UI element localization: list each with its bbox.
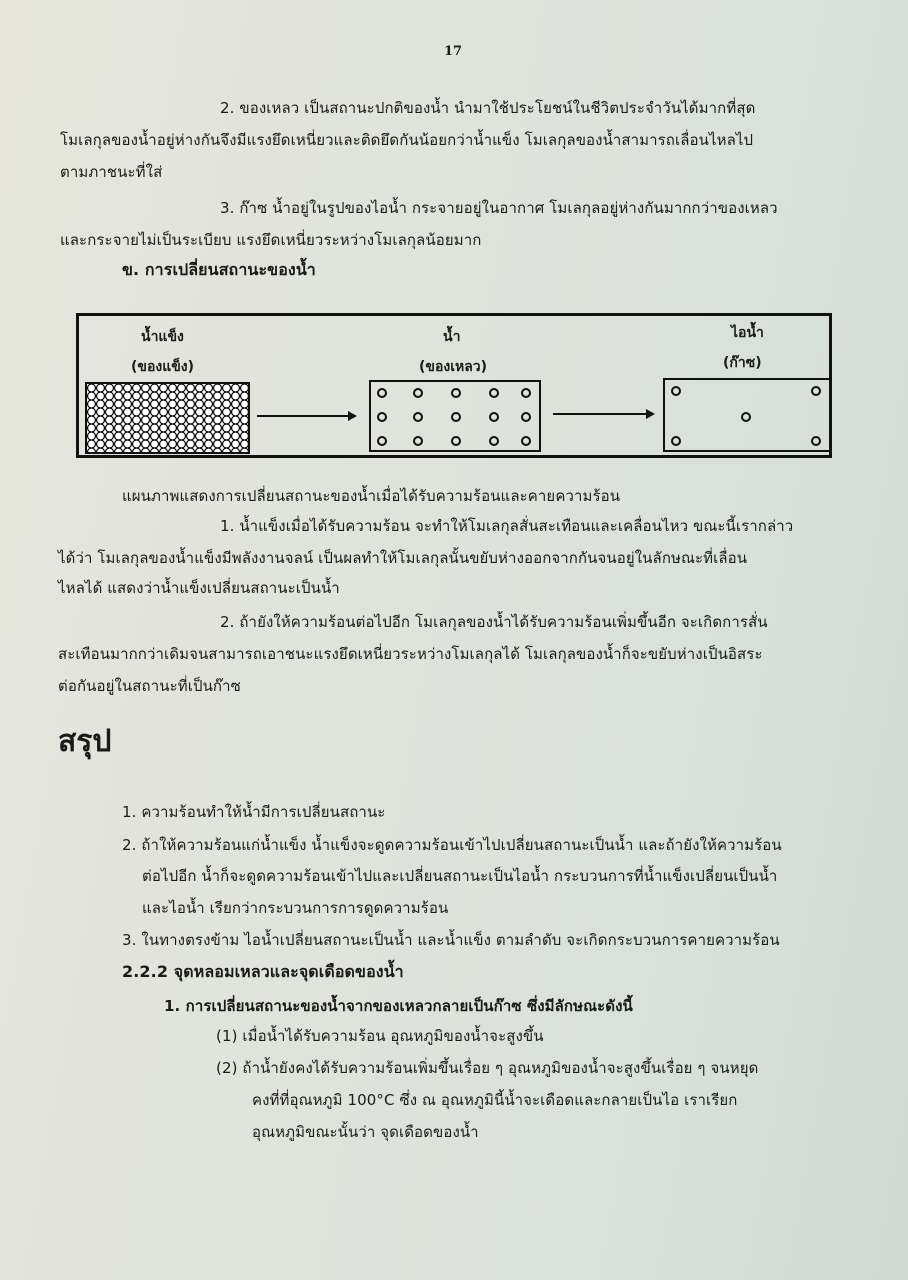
ice-sublabel: (ของแข็ง) xyxy=(131,359,195,375)
water-molecule xyxy=(521,436,531,446)
summary-item: 1. ความร้อนทำให้น้ำมีการเปลี่ยนสถานะ xyxy=(122,803,386,821)
water-molecule xyxy=(413,436,423,446)
explanation-line: 1. น้ำแข็งเมื่อได้รับความร้อน จะทำให้โมเลกุลสั่นสะเทือนและเคลื่อนไหว ขณะนี้เรากล่าว xyxy=(220,517,794,535)
page-number: 17 xyxy=(444,44,463,59)
steam-molecule xyxy=(671,386,681,396)
water-sublabel: (ของเหลว) xyxy=(419,359,488,375)
steam-sublabel: (ก๊าซ) xyxy=(723,355,762,371)
summary-item: 3. ในทางตรงข้าม ไอน้ำเปลี่ยนสถานะเป็นน้ำ และน้ำแข็ง ตามลำดับ จะเกิดกระบวนการคายความร้อน xyxy=(122,931,780,949)
explanation-line: ไหลได้ แสดงว่าน้ำแข็งเปลี่ยนสถานะเป็นน้ำ xyxy=(58,579,340,597)
steam-molecule xyxy=(671,436,681,446)
water-molecule xyxy=(413,412,423,422)
water-molecules-box xyxy=(369,380,541,452)
steam-molecule xyxy=(811,436,821,446)
explanation-line: สะเทือนมากกว่าเดิมจนสามารถเอาชนะแรงยึดเหนี่ยวระหว่างโมเลกุลได้ โมเลกุลของน้ำก็จะขยับห่างเป็นอิสระ xyxy=(58,645,763,663)
ice-molecules-box xyxy=(85,382,250,454)
diagram-caption: แผนภาพแสดงการเปลี่ยนสถานะของน้ำเมื่อได้รับความร้อนและคายความร้อน xyxy=(122,487,621,505)
water-molecule xyxy=(489,388,499,398)
state-change-heading: ข. การเปลี่ยนสถานะของน้ำ xyxy=(122,260,316,279)
liquid-paragraph-line: ตามภาชนะที่ใส่ xyxy=(60,163,163,181)
section-222-point: (2) ถ้าน้ำยังคงได้รับความร้อนเพิ่มขึ้นเรื่อย ๆ อุณหภูมิของน้ำจะสูงขึ้นเรื่อย ๆ จนหยุด xyxy=(216,1059,759,1077)
section-222-subheading: 1. การเปลี่ยนสถานะของน้ำจากของเหลวกลายเป็นก๊าซ ซึ่งมีลักษณะดังนี้ xyxy=(164,997,633,1015)
summary-title: สรุป xyxy=(58,724,112,759)
water-molecule xyxy=(451,388,461,398)
liquid-paragraph-line: 2. ของเหลว เป็นสถานะปกติของน้ำ นำมาใช้ประโยชน์ในชีวิตประจำวันได้มากที่สุด xyxy=(220,99,756,117)
water-molecule xyxy=(521,412,531,422)
gas-paragraph-line: 3. ก๊าซ น้ำอยู่ในรูปของไอน้ำ กระจายอยู่ในอากาศ โมเลกุลอยู่ห่างกันมากกว่าของเหลว xyxy=(220,199,778,217)
steam-label: ไอน้ำ xyxy=(731,325,764,341)
summary-item: 2. ถ้าให้ความร้อนแก่น้ำแข็ง น้ำแข็งจะดูดความร้อนเข้าไปเปลี่ยนสถานะเป็นน้ำ และถ้ายังให้ความร้อน xyxy=(122,836,782,854)
water-label: น้ำ xyxy=(443,329,461,345)
water-molecule xyxy=(377,388,387,398)
water-molecule xyxy=(451,436,461,446)
arrow-right-icon xyxy=(553,413,653,415)
section-222-point: อุณหภูมิขณะนั้นว่า จุดเดือดของน้ำ xyxy=(252,1123,479,1141)
water-molecule xyxy=(521,388,531,398)
arrow-right-icon xyxy=(257,415,355,417)
section-222-point: (1) เมื่อน้ำได้รับความร้อน อุณหภูมิของน้ำจะสูงขึ้น xyxy=(216,1027,544,1045)
liquid-paragraph-line: โมเลกุลของน้ำอยู่ห่างกันจึงมีแรงยึดเหนี่ยวและติดยึดกันน้อยกว่าน้ำแข็ง โมเลกุลของน้ำสามารถเลื่อนไหลไป xyxy=(60,131,754,149)
summary-item: และไอน้ำ เรียกว่ากระบวนการการดูดความร้อน xyxy=(142,899,449,917)
water-molecule xyxy=(451,412,461,422)
explanation-line: ได้ว่า โมเลกุลของน้ำแข็งมีพลังงานจลน์ เป็นผลทำให้โมเลกุลนั้นขยับห่างออกจากกันจนอยู่ในลักษณะที่เลื่อน xyxy=(58,549,748,567)
gas-paragraph-line: และกระจายไม่เป็นระเบียบ แรงยึดเหนี่ยวระหว่างโมเลกุลน้อยมาก xyxy=(60,231,482,249)
steam-molecule xyxy=(741,412,751,422)
water-molecule xyxy=(413,388,423,398)
section-222-point: คงที่ที่อุณหภูมิ 100°C ซึ่ง ณ อุณหภูมินี้น้ำจะเดือดและกลายเป็นไอ เราเรียก xyxy=(252,1091,738,1109)
state-change-diagram xyxy=(76,313,832,458)
water-molecule xyxy=(489,436,499,446)
summary-item: ต่อไปอีก น้ำก็จะดูดความร้อนเข้าไปและเปลี่ยนสถานะเป็นไอน้ำ กระบวนการที่น้ำแข็งเปลี่ยนเป็นน้ำ xyxy=(142,867,778,885)
ice-label: น้ำแข็ง xyxy=(141,329,184,345)
water-molecule xyxy=(377,436,387,446)
steam-molecules-box xyxy=(663,378,831,452)
explanation-line: ต่อกันอยู่ในสถานะที่เป็นก๊าซ xyxy=(58,677,241,695)
water-molecule xyxy=(489,412,499,422)
explanation-line: 2. ถ้ายังให้ความร้อนต่อไปอีก โมเลกุลของน้ำได้รับความร้อนเพิ่มขึ้นอีก จะเกิดการสั่น xyxy=(220,613,768,631)
water-molecule xyxy=(377,412,387,422)
section-222-title: 2.2.2 จุดหลอมเหลวและจุดเดือดของน้ำ xyxy=(122,962,404,981)
steam-molecule xyxy=(811,386,821,396)
